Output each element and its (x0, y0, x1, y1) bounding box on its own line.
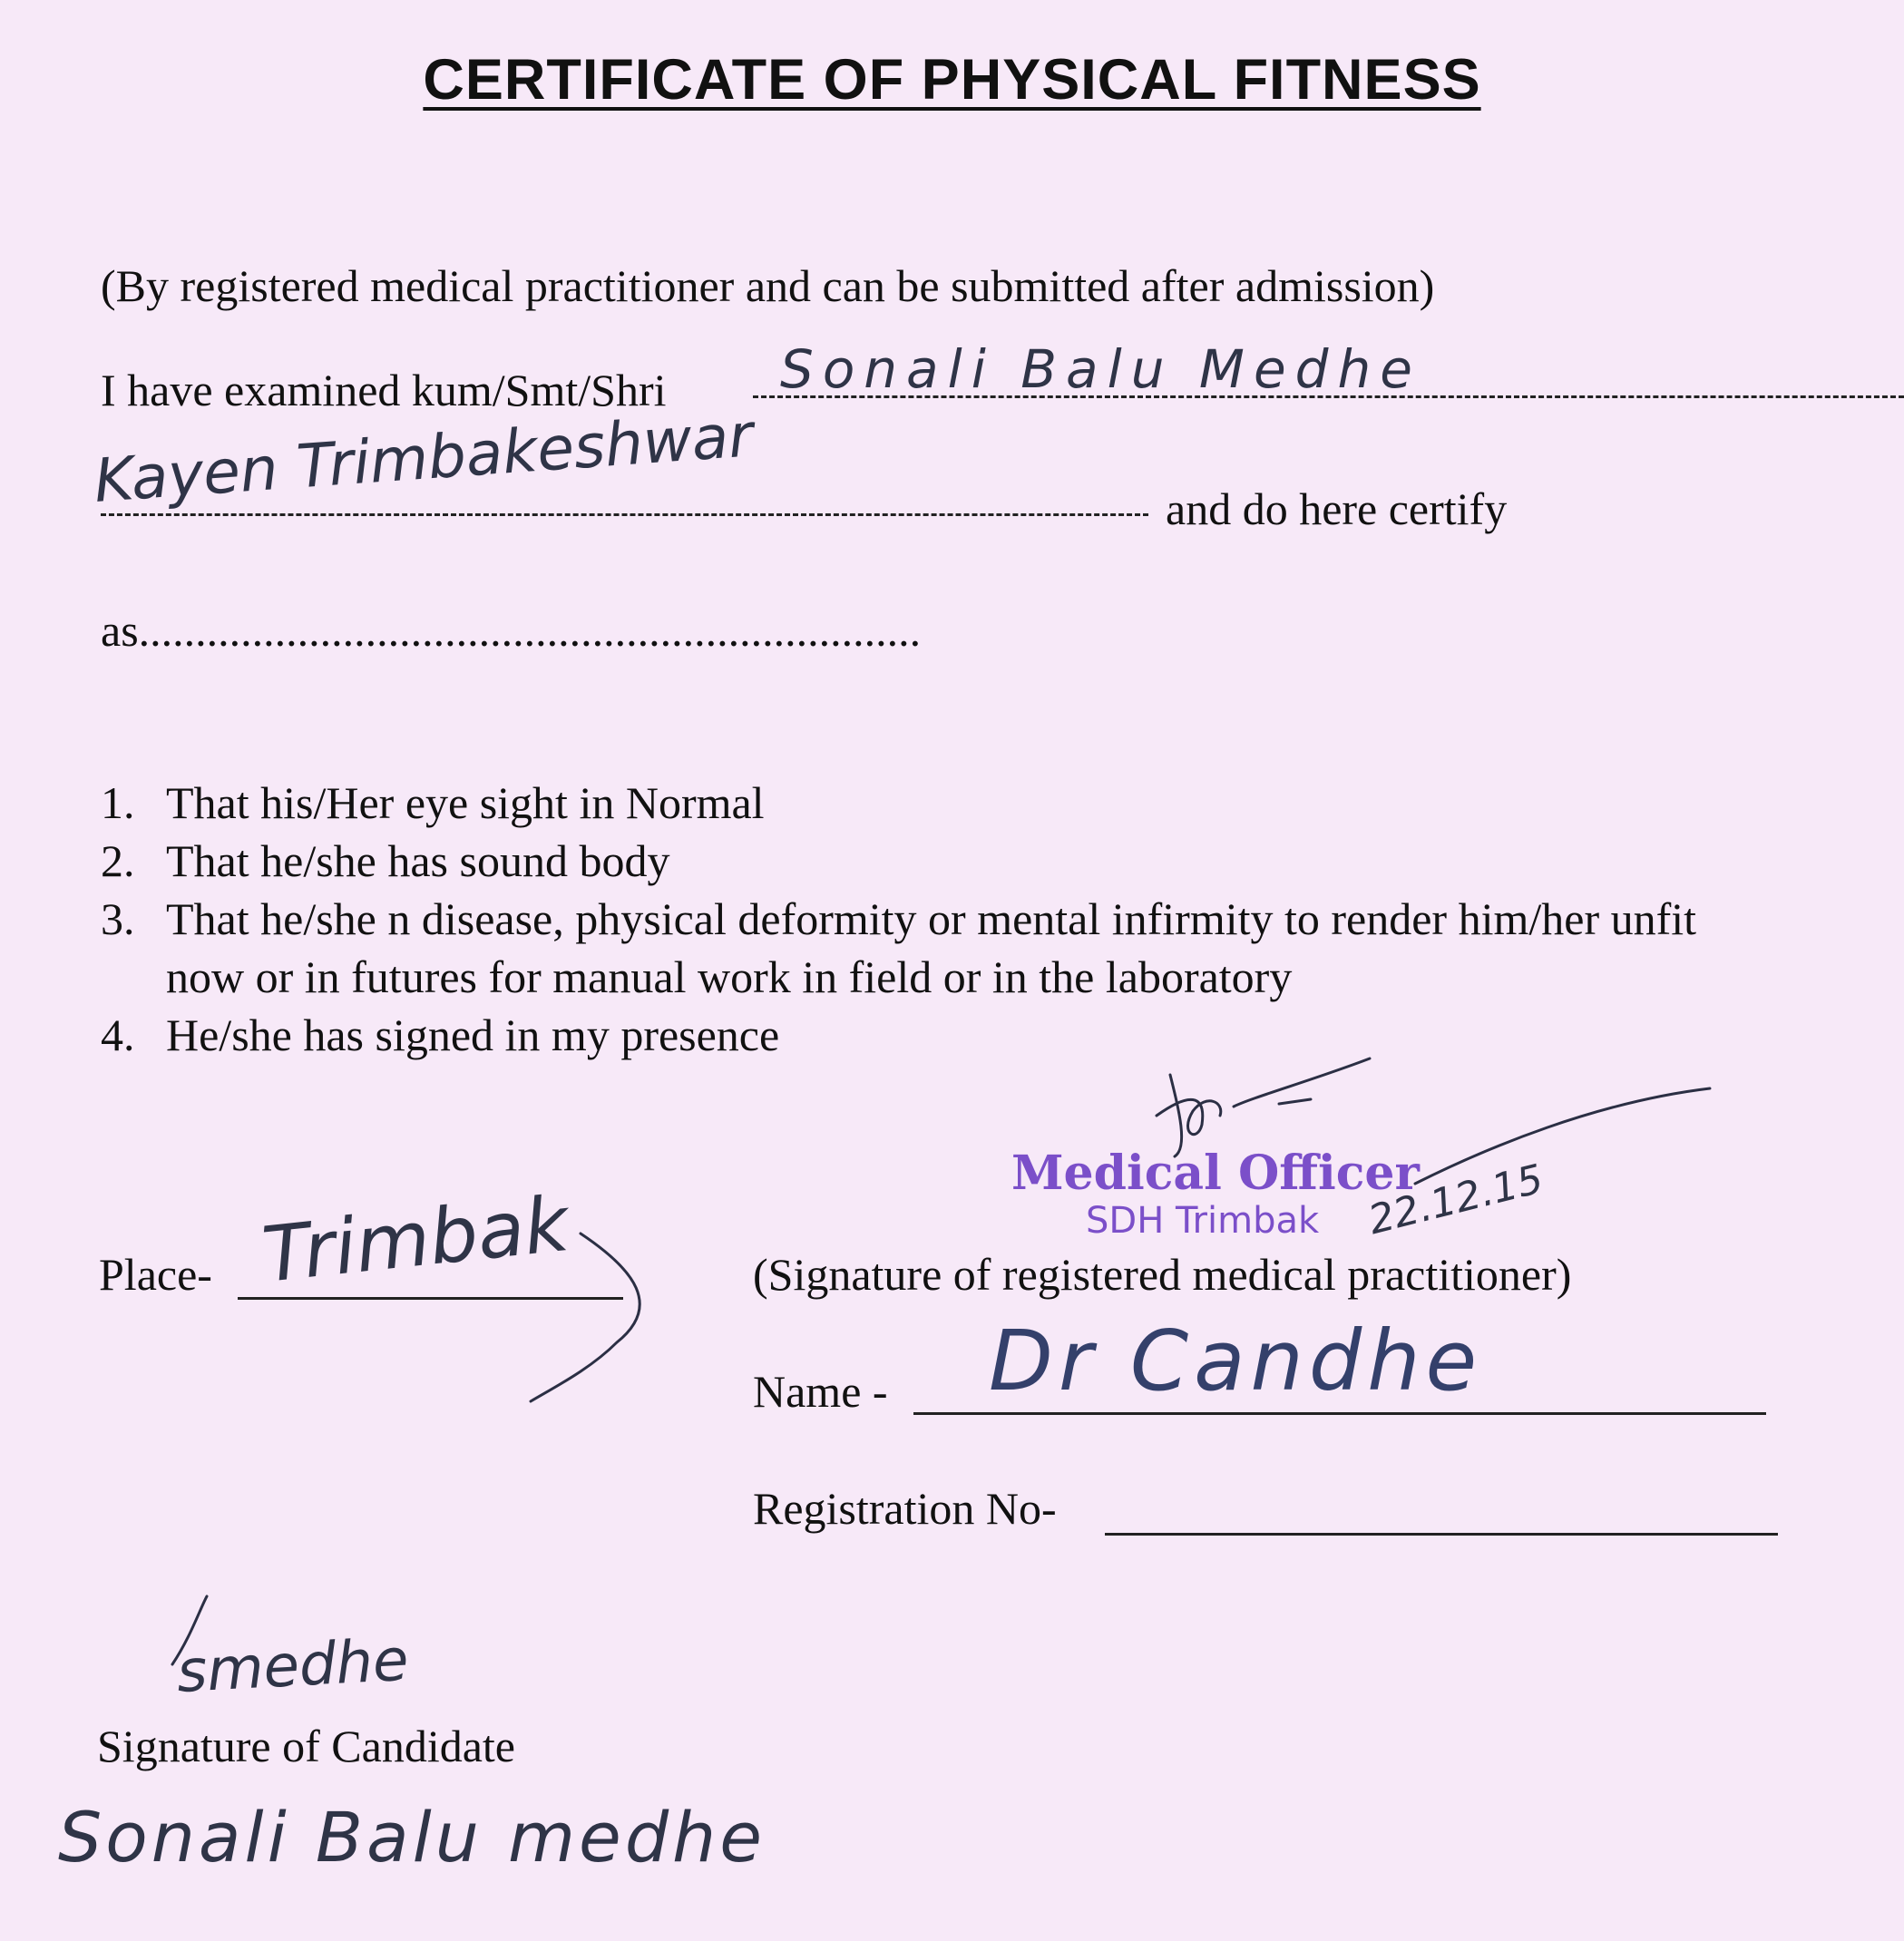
candidate-signature-handwritten: smedhe (175, 1626, 411, 1706)
condition-item (101, 889, 1897, 947)
condition-item (101, 831, 1897, 889)
candidate-signature-label: Signature of Candidate (97, 1721, 515, 1771)
examined-label: I have examined kum/Smt/Shri (101, 365, 667, 415)
condition-number: 4. (101, 1010, 135, 1060)
certify-label: and do here certify (1166, 483, 1508, 534)
place-label: Place- (99, 1249, 212, 1300)
condition-item (101, 773, 1897, 831)
practitioner-signature-label: (Signature of registered medical practitioner) (753, 1249, 1572, 1300)
candidate-name-handwritten: Sonali Balu medhe (58, 1797, 766, 1878)
condition-text: He/she has signed in my presence (166, 1010, 780, 1060)
as-label: as (101, 605, 139, 656)
as-dots: ..................................................................... (138, 605, 922, 656)
stamp-title: Medical Officer (1011, 1146, 1420, 1201)
practitioner-name-handwritten: Dr Candhe (989, 1312, 1483, 1409)
certificate-subtitle: (By registered medical practitioner and can be submitted after admission) (101, 260, 1435, 311)
examined-name-handwritten: Sonali Balu Medhe (780, 338, 1421, 400)
condition-item (101, 1005, 1897, 1063)
practitioner-name-label: Name - (753, 1366, 888, 1417)
conditions-list (101, 773, 1897, 1063)
certificate-title-text: CERTIFICATE OF PHYSICAL FITNESS (423, 48, 1481, 112)
officer-initials-signature (1152, 1057, 1388, 1184)
practitioner-name-line (913, 1412, 1766, 1415)
place-flourish (526, 1234, 671, 1415)
place-handwritten: Trimbak (258, 1178, 573, 1300)
condition-item (101, 947, 1897, 1005)
candidate-signature-flourish (163, 1592, 272, 1673)
condition-text: That his/Her eye sight in Normal (166, 777, 765, 828)
condition-text: That he/she n disease, physical deformity or mental infirmity to render him/her unfit (166, 893, 1697, 944)
condition-text: That he/she has sound body (166, 835, 670, 886)
registration-line (1105, 1533, 1778, 1536)
stamp-date-handwritten: 22.12.15 (1363, 1156, 1548, 1244)
as-line (101, 605, 922, 656)
date-flourish (1415, 1084, 1723, 1193)
stamp-subtitle: SDH Trimbak (1086, 1200, 1320, 1242)
certificate-title (0, 47, 1904, 112)
condition-number: 3. (101, 893, 135, 944)
registration-label: Registration No- (753, 1483, 1057, 1534)
address-line (101, 513, 1148, 516)
condition-text: now or in futures for manual work in field or in the laboratory (166, 951, 1293, 1002)
condition-number: 1. (101, 777, 135, 828)
address-handwritten: Kayen Trimbakeshwar (92, 400, 756, 516)
condition-number: 2. (101, 835, 135, 886)
